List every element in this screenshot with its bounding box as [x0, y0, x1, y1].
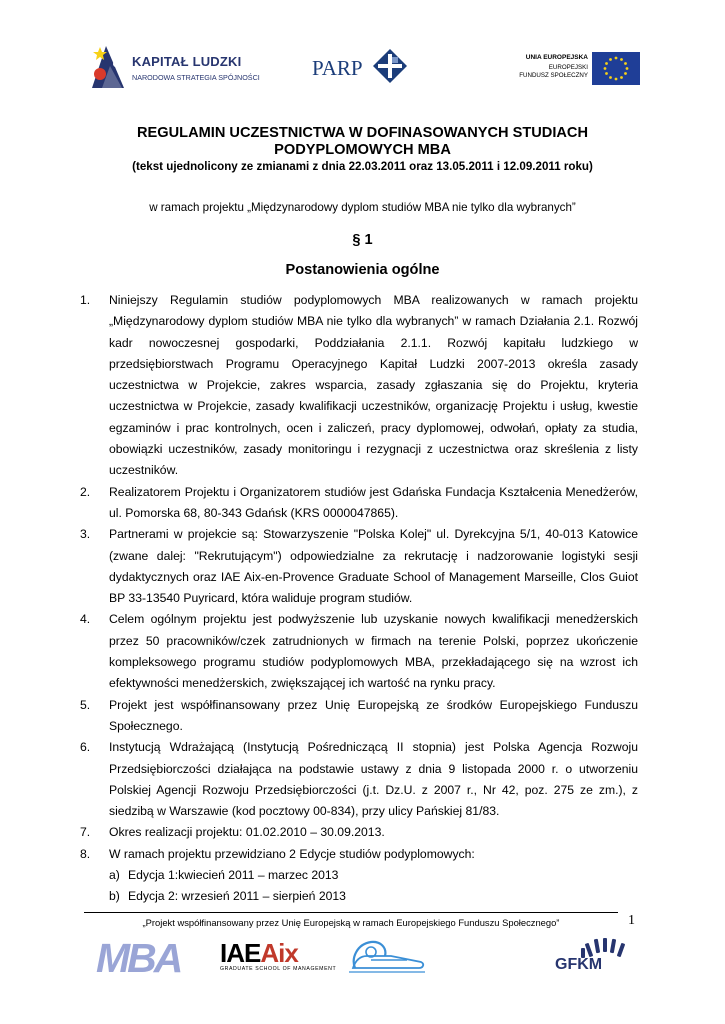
item-text: Niniejszy Regulamin studiów podyplomowych MBA realizowanych w ramach projektu „Międzynarodowy dyplom studiów MBA nie tylko dla wybranych” w ramach Działania 2.1. Rozwój kadr nowoczesnej gospodarki, Poddziałania 2.1.1. Rozwój kapitału ludzkiego w przedsiębiorstwach Programu Operacyjnego Kapitał Ludzki 2007-2013 określa zasady uczestnictwa w Projekcie, zakres wsparcia, zasady zgłaszania się do Projektu, kryteria uczestnictwa w Projekcie, zasady kwalifikacji uczestników, organizację Projektu i usług, kwestie egzaminów i prac kontrolnych, ocen i zaliczeń, pracy dyplomowej, odwołań, opłaty za studia, obowiązki uczestników, zasady monitoringu i rezygnacji z uczestnictwa oraz skreślenia z listy uczestników.	[109, 293, 638, 478]
item-number: 7.	[80, 825, 91, 840]
eu-logo	[510, 50, 640, 88]
parp-logo	[312, 48, 412, 88]
section-title: Postanowienia ogólne	[285, 262, 440, 278]
sub-list-item	[80, 865, 638, 886]
iae-logo-word: IAE	[220, 938, 261, 968]
document-title-line2: PODYPLOMOWYCH MBA	[274, 142, 451, 158]
aix-logo-word: Aix	[260, 938, 298, 968]
gfkm-logo-text: GFKM	[555, 956, 603, 973]
parp-mark-icon	[372, 48, 408, 84]
subitem-text: Edycja 1:kwiecień 2011 – marzec 2013	[128, 868, 339, 883]
item-text: Okres realizacji projektu: 01.02.2010 – 30.09.2013.	[109, 825, 385, 840]
item-number: 8.	[80, 846, 91, 861]
parp-name: PARP	[312, 56, 363, 80]
footer-divider	[84, 912, 618, 913]
list-item	[80, 844, 638, 865]
iae-logo-text	[220, 938, 298, 969]
sub-list-item	[80, 886, 638, 907]
item-text: Celem ogólnym projektu jest podwyższenie lub uzyskanie nowych kwalifikacji menedżerskich przez 50 pracowników/czek zatrudnionych w firmach na terenie Polski, poprzez ukończenie kompleksowego programu studiów podyplomowych MBA, przekładającego się na wzrost ich efektywności menedżerskich, zwiększającej ich wartość na rynku pracy.	[109, 612, 638, 691]
item-text: Partnerami w projekcie są: Stowarzyszenie "Polska Kolej" ul. Dyrekcyjna 5/1, 40-013 Katowice (zwane dalej: "Rekrutującym") odpowiedzialne za rekrutację i nadzorowanie logistyki sesji dydaktycznych oraz IAE Aix-en-Provence Graduate School of Management Marseille, Clos Guiot BP 33-13540 Puyricard, która waliduje program studiów.	[109, 527, 638, 606]
iae-tagline: GRADUATE SCHOOL OF MANAGEMENT	[220, 966, 337, 972]
page-number: 1	[628, 913, 635, 928]
document-subtitle: (tekst ujednolicony ze zmianami z dnia 22.03.2011 oraz 13.05.2011 i 12.09.2011 roku)	[132, 160, 593, 173]
item-text: W ramach projektu przewidziano 2 Edycje studiów podyplomowych:	[109, 846, 475, 861]
subitem-letter: a)	[109, 868, 120, 883]
list-item	[80, 695, 638, 738]
subitem-text: Edycja 2: wrzesień 2011 – sierpień 2013	[128, 889, 346, 904]
item-text: Realizatorem Projektu i Organizatorem studiów jest Gdańska Fundacja Kształcenia Menedżerów, ul. Pomorska 68, 80-343 Gdańsk (KRS 0000047865).	[109, 484, 638, 520]
kapital-ludzki-logo	[88, 42, 263, 92]
list-item	[80, 290, 638, 482]
document-title-line1: REGULAMIN UCZESTNICTWA W DOFINASOWANYCH STUDIACH	[136, 125, 589, 141]
item-text: Instytucją Wdrażającą (Instytucją Pośredniczącą II stopnia) jest Polska Agencja Rozwoju Przedsiębiorczości działająca na podstawie ustawy z dnia 9 listopada 2000 r. o utworzeniu Polskiej Agencji Rozwoju Przedsiębiorczości (j.t. Dz.U. z 2007 r., Nr 42, poz. 275 ze zm.), z siedzibą w Warszawie (kod pocztowy 00-834), przy ulicy Pańskiej 81/83.	[109, 740, 638, 819]
item-number: 3.	[80, 527, 91, 542]
eu-name: UNIA EUROPEJSKA	[525, 54, 588, 61]
rules-list	[80, 290, 638, 908]
kapital-ludzki-mark-icon	[88, 44, 128, 90]
list-item	[80, 609, 638, 694]
item-number: 5.	[80, 697, 91, 712]
list-item	[80, 524, 638, 609]
footer-note: „Projekt współfinansowany przez Unię Europejską w ramach Europejskiego Funduszu Społecznego”	[142, 917, 560, 928]
item-number: 4.	[80, 612, 91, 627]
mba-logo	[96, 935, 196, 981]
eu-flag-icon	[592, 52, 640, 85]
project-line: w ramach projektu „Międzynarodowy dyplom studiów MBA nie tylko dla wybranych”	[149, 201, 576, 214]
mba-logo-text: MBA	[96, 935, 181, 981]
subitem-letter: b)	[109, 889, 120, 904]
section-number: § 1	[352, 232, 373, 248]
kapital-ludzki-name: KAPITAŁ LUDZKI	[132, 54, 242, 69]
kapital-ludzki-tagline: NARODOWA STRATEGIA SPÓJNOŚCI	[132, 73, 260, 82]
list-item	[80, 737, 638, 822]
item-number: 1.	[80, 293, 91, 307]
list-item	[80, 822, 638, 843]
eu-fund-line1: EUROPEJSKI	[548, 64, 588, 71]
iae-aix-logo	[220, 938, 337, 976]
item-number: 2.	[80, 484, 91, 499]
item-text: Projekt jest współfinansowany przez Unię Europejską ze środków Europejskiego Funduszu Społecznego.	[109, 697, 638, 733]
item-number: 6.	[80, 740, 91, 755]
polska-kolej-train-icon	[347, 938, 427, 976]
list-item	[80, 482, 638, 525]
eu-fund-line2: FUNDUSZ SPOŁECZNY	[519, 72, 588, 79]
gfkm-logo	[555, 938, 635, 978]
